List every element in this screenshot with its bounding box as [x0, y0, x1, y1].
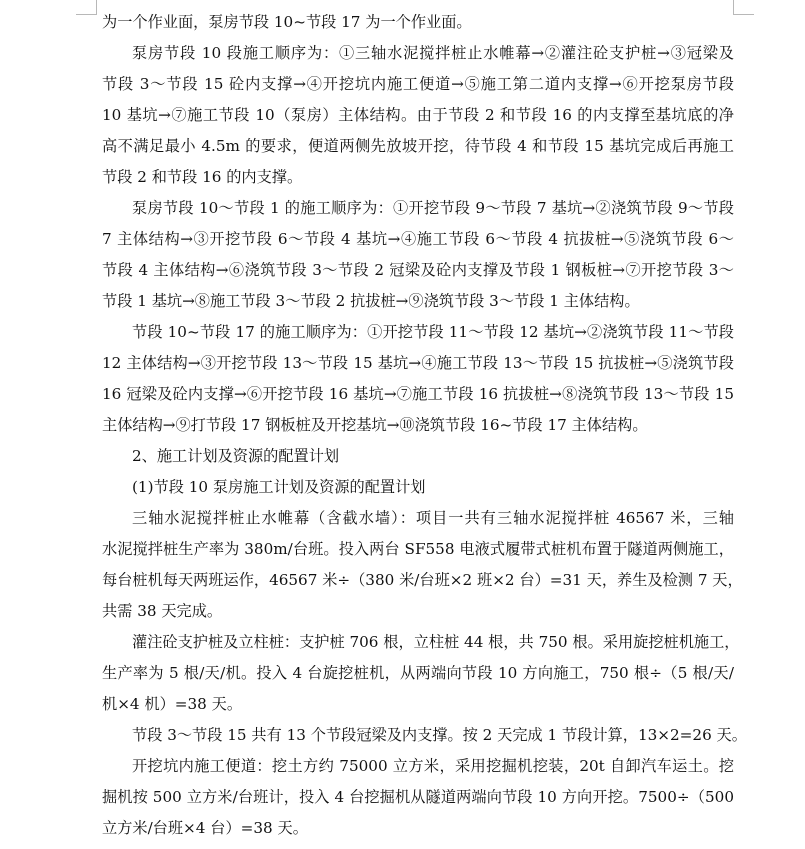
document-body — [102, 7, 747, 844]
paragraph-p6 — [102, 503, 743, 627]
text-line: 节段 3～节段 15 共有 13 个节段冠梁及内支撑。按 2 天完成 1 节段计算，13×2=26 天。 — [132, 726, 747, 744]
paragraph-p7 — [102, 627, 740, 720]
text-line: 开挖坑内施工便道：挖土方约 75000 立方米，采用挖掘机挖装，20t 自卸汽车运土。挖 — [132, 757, 734, 775]
text-line: 水泥搅拌桩生产率为 380m/台班。投入两台 SF558 电液式履带式桩机布置于隧道两侧施工， — [102, 540, 734, 558]
text-line: 灌注砼支护桩及立柱桩：支护桩 706 根，立柱桩 44 根，共 750 根。采用旋挖桩机施工， — [132, 633, 740, 651]
paragraph-p5 — [102, 472, 734, 503]
text-line: 2、施工计划及资源的配置计划 — [132, 447, 340, 465]
paragraph-p9 — [102, 751, 734, 844]
text-line: 生产率为 5 根/天/机。投入 4 台旋挖桩机，从两端向节段 10 方向施工，750 根÷（5 根/天/ — [102, 664, 734, 682]
text-line: 共需 38 天完成。 — [102, 602, 223, 620]
text-line: 7 主体结构→③开挖节段 6～节段 4 基坑→④施工节段 6～节段 4 抗拔桩→⑤浇筑节段 6～ — [102, 230, 734, 248]
text-line: 10 基坑→⑦施工节段 10（泵房）主体结构。由于节段 2 和节段 16 的内支撑至基坑底的净 — [102, 106, 734, 124]
text-line: 掘机按 500 立方米/台班计，投入 4 台挖掘机从隧道两端向节段 10 方向开挖。7500÷（500 — [102, 788, 734, 806]
paragraph-p1 — [102, 38, 734, 193]
text-line: 泵房节段 10 段施工顺序为：①三轴水泥搅拌桩止水帷幕→②灌注砼支护桩→③冠梁及 — [132, 44, 734, 62]
text-line: 机×4 机）=38 天。 — [102, 695, 243, 713]
text-line: 立方米/台班×4 台）=38 天。 — [102, 819, 308, 837]
text-line: 节段 10~节段 17 的施工顺序为：①开挖节段 11～节段 12 基坑→②浇筑节段 11～节段 — [132, 323, 734, 341]
paragraph-p8 — [102, 720, 747, 751]
text-line: 12 主体结构→③开挖节段 13～节段 15 基坑→④施工节段 13～节段 15 抗拔桩→⑤浇筑节段 — [102, 354, 734, 372]
text-line: 主体结构→⑨打节段 17 钢板桩及开挖基坑→⑩浇筑节段 16~节段 17 主体结构。 — [102, 416, 648, 434]
paragraph-p4 — [102, 441, 734, 472]
text-line: 节段 3～节段 15 砼内支撑→④开挖坑内施工便道→⑤施工第二道内支撑→⑥开挖泵房节段 — [102, 75, 734, 93]
text-line: 三轴水泥搅拌桩止水帷幕（含截水墙）：项目一共有三轴水泥搅拌桩 46567 米，三轴 — [132, 509, 734, 527]
text-line: 节段 1 基坑→⑧施工节段 3～节段 2 抗拔桩→⑨浇筑节段 3～节段 1 主体结构。 — [102, 292, 640, 310]
paragraph-p3 — [102, 317, 734, 441]
text-line: 每台桩机每天两班运作，46567 米÷（380 米/台班×2 班×2 台）=31 天，养生及检测 7 天， — [102, 571, 743, 589]
text-line: 节段 4 主体结构→⑥浇筑节段 3～节段 2 冠梁及砼内支撑及节段 1 钢板桩→⑦开挖节段 3～ — [102, 261, 734, 279]
text-line: 为一个作业面，泵房节段 10~节段 17 为一个作业面。 — [102, 13, 472, 31]
text-line: 高不满足最小 4.5m 的要求，便道两侧先放坡开挖，待节段 4 和节段 15 基坑完成后再施工 — [102, 137, 734, 155]
text-line: 16 冠梁及砼内支撑→⑥开挖节段 16 基坑→⑦施工节段 16 抗拔桩→⑧浇筑节段 13～节段 15 — [102, 385, 734, 403]
text-line: 泵房节段 10～节段 1 的施工顺序为：①开挖节段 9～节段 7 基坑→②浇筑节段 9～节段 — [132, 199, 734, 217]
page-corner-mark-right — [733, 0, 754, 15]
paragraph-p2 — [102, 193, 734, 317]
text-line: (1)节段 10 泵房施工计划及资源的配置计划 — [132, 478, 426, 496]
paragraph-p0 — [102, 7, 734, 38]
text-line: 节段 2 和节段 16 的内支撑。 — [102, 168, 303, 186]
page-corner-mark-left — [76, 0, 97, 15]
